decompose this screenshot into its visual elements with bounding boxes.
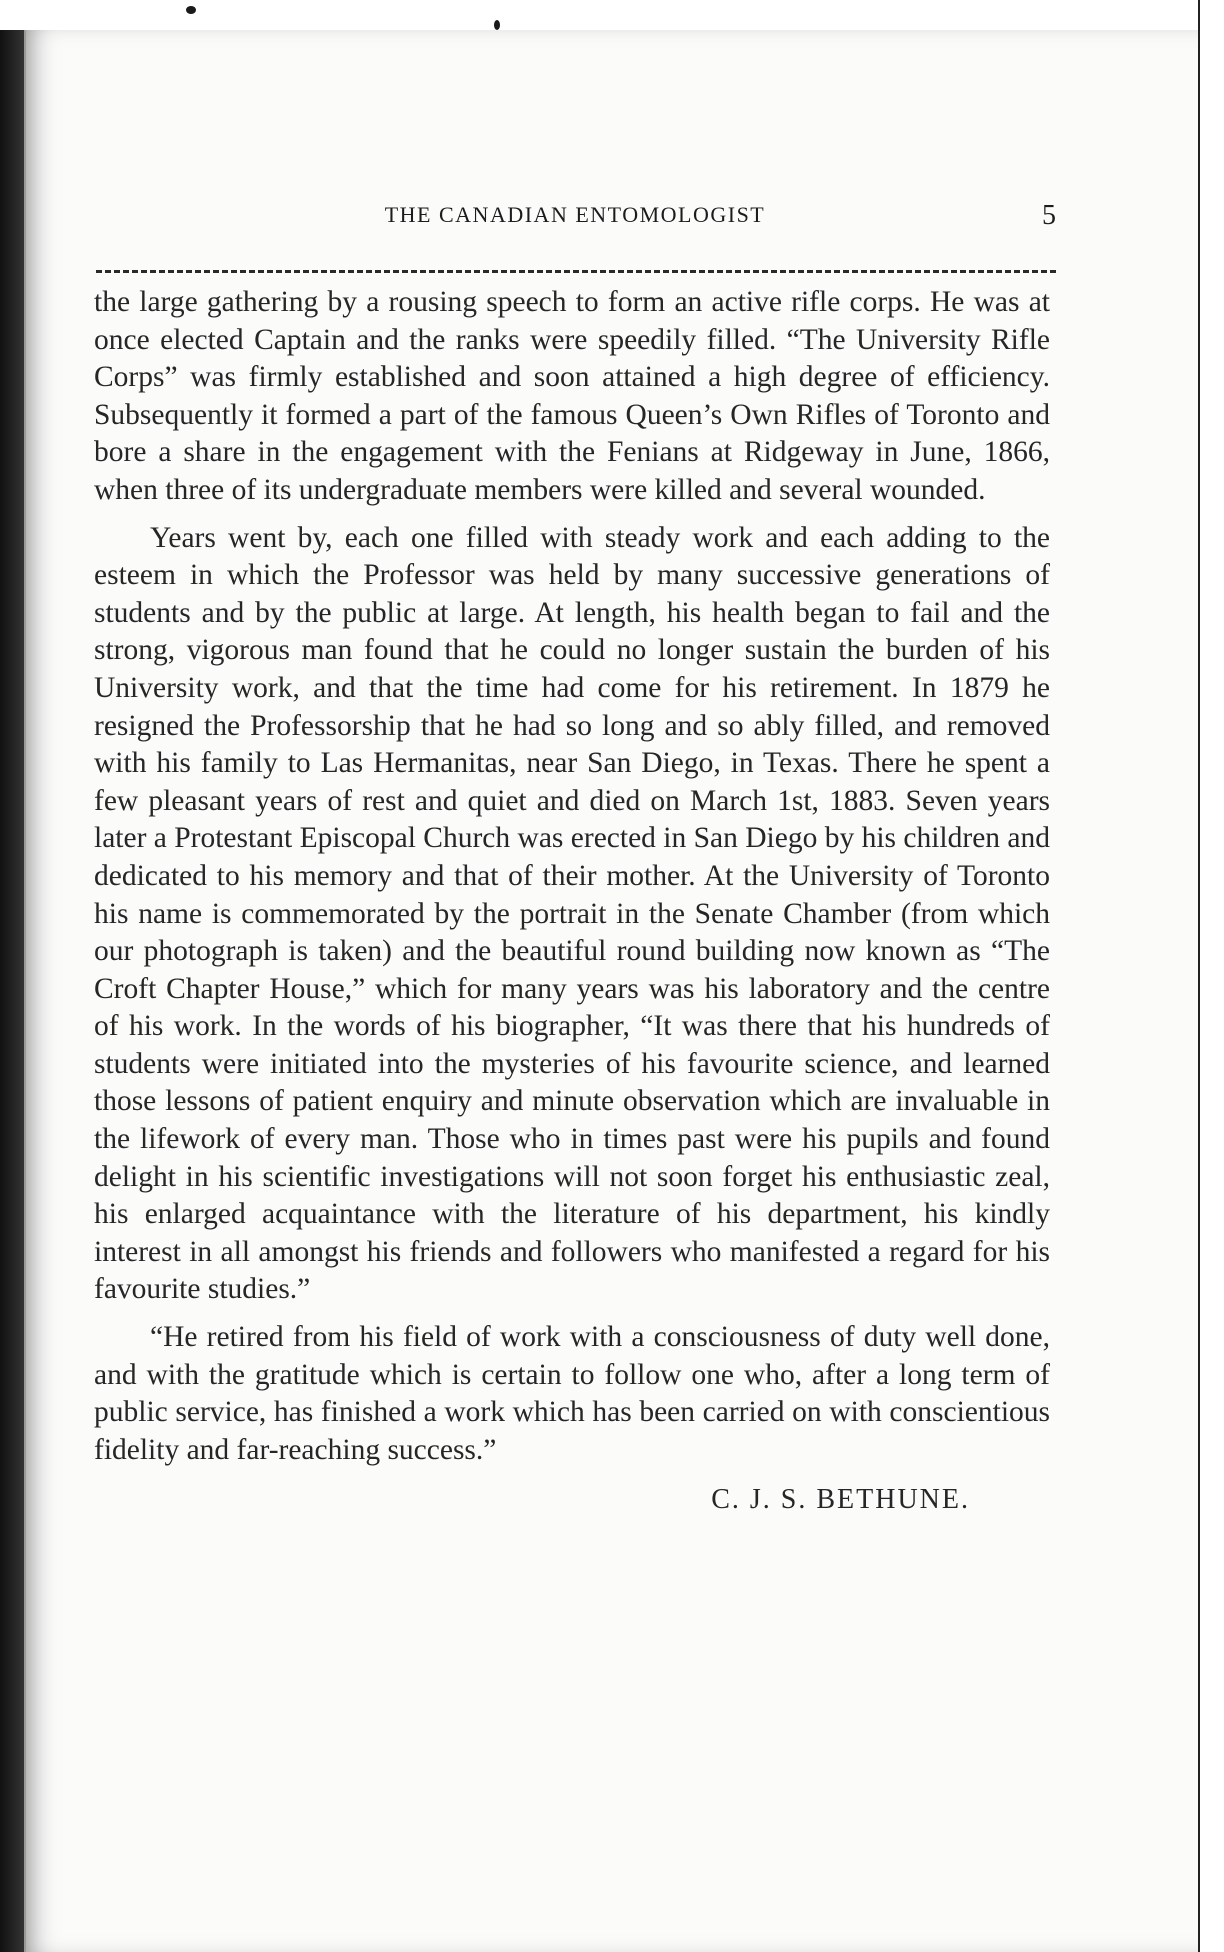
scan-right-margin — [1198, 0, 1224, 1952]
scan-speck — [186, 6, 196, 14]
author-signature: C. J. S. BETHUNE. — [711, 1484, 970, 1516]
paragraph: the large gathering by a rousing speech to form an active rifle corps. He was at once elected Captain and the ranks were speedily filled. “The University Rifle Corps” was firmly established and soon attained a high degree of efficiency. Subsequently it formed a part of the famous Queen’s Own Rifles of Toronto and bore a share in the engagement with the Fenians at Ridgeway in June, 1866, when three of its undergraduate members were killed and several wounded. — [94, 286, 1050, 506]
scan-speck — [494, 20, 500, 30]
page-number: 5 — [1042, 200, 1056, 231]
paragraph: “He retired from his field of work with a consciousness of duty well done, and with the gratitude which is certain to follow one who, after a long term of public service, has finished a work which has been carried on with conscientious fidelity and far-reaching success.” — [94, 1321, 1050, 1466]
book-spine-shadow — [0, 30, 24, 1952]
page-header — [100, 200, 1056, 242]
paragraph: Years went by, each one filled with steady work and each adding to the esteem in which the Professor was held by many successive generations of students and by the public at large. At length, his health began to fail and the strong, vigorous man found that he could no longer sustain the burden of his University work, and that the time had come for his retirement. In 1879 he resigned the Professorship that he had so long and so ably filled, and removed with his family to Las Hermanitas, near San Diego, in Texas. There he spent a few pleasant years of rest and quiet and died on March 1st, 1883. Seven years later a Protestant Episcopal Church was erected in San Diego by his children and dedicated to his memory and that of their mother. At the University of Toronto his name is commemorated by the portrait in the Senate Chamber (from which our photograph is taken) and the beautiful round building now known as “The Croft Chapter House,” which for many years was his laboratory and the centre of his work. In the words of his biographer, “It was there that his hundreds of students were initiated into the mysteries of his favourite science, and learned those lessons of patient enquiry and minute observation which are invaluable in the lifework of every man. Those who in times past were his pupils and found delight in his scientific investigations will not soon forget his enthusiastic zeal, his enlarged acquaintance with the literature of his department, his kindly interest in all amongst his friends and followers who manifested a regard for his favourite studies.” — [94, 521, 1051, 1306]
running-head: THE CANADIAN ENTOMOLOGIST — [384, 202, 766, 227]
header-rule — [96, 270, 1056, 273]
article-body — [94, 284, 1050, 1519]
